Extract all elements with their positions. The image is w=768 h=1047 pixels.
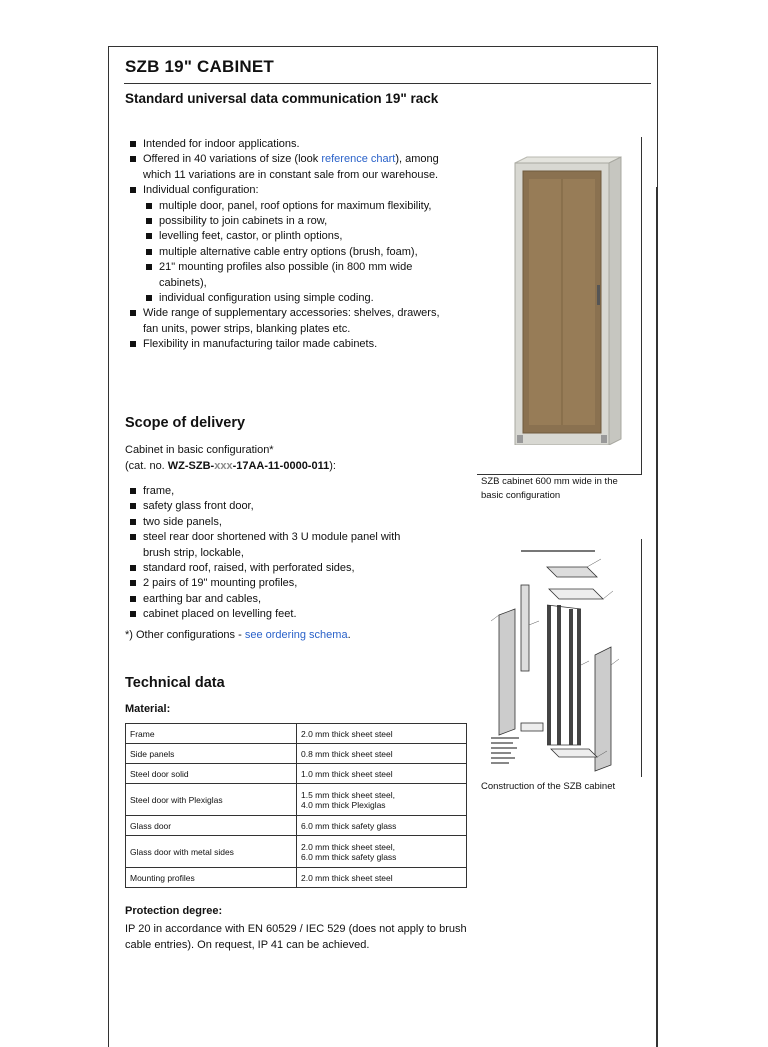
list-item: 2 pairs of 19" mounting profiles, — [125, 576, 425, 591]
list-item: Offered in 40 variations of size (look reference chart), among which 11 variations are in constant sale from our warehouse. — [125, 152, 455, 183]
table-cell: Frame — [126, 724, 297, 744]
delivery-list — [125, 484, 425, 623]
protection-text: IP 20 in accordance with EN 60529 / IEC 529 (does not apply to brush cable entries). On request, IP 41 can be achieved. — [125, 923, 467, 951]
table-row — [126, 724, 467, 744]
list-item: Flexibility in manufacturing tailor made cabinets. — [125, 337, 455, 352]
list-item: two side panels, — [125, 515, 425, 530]
figure-caption: SZB cabinet 600 mm wide in the basic configuration — [481, 476, 618, 501]
table-row — [126, 868, 467, 888]
configuration-note: *) Other configurations - see ordering schema. — [125, 629, 351, 641]
table-row — [126, 744, 467, 764]
technical-heading: Technical data — [125, 675, 225, 691]
feature-list — [125, 137, 455, 353]
figure-divider — [641, 137, 642, 475]
list-item: earthing bar and cables, — [125, 592, 425, 607]
table-cell: Glass door with metal sides — [126, 836, 297, 868]
material-table — [125, 723, 467, 888]
list-item: Wide range of supplementary accessories: shelves, drawers, fan units, power strips, blanking plates etc. — [125, 306, 455, 337]
construction-diagram — [485, 545, 635, 775]
figure-divider — [641, 539, 642, 777]
figure-caption: Construction of the SZB cabinet — [481, 781, 616, 792]
list-item: Individual configuration: — [125, 183, 455, 198]
table-cell: Steel door solid — [126, 764, 297, 784]
table-row — [126, 836, 467, 868]
cabinet-photo — [513, 155, 625, 445]
scope-intro: Cabinet in basic configuration* (cat. no. WZ-SZB-xxx-17AA-11-0000-011): — [125, 444, 336, 472]
list-item: cabinet placed on levelling feet. — [125, 607, 425, 622]
ordering-schema-link[interactable]: see ordering schema — [244, 629, 348, 641]
table-cell: 1.0 mm thick sheet steel — [297, 764, 467, 784]
table-cell: Side panels — [126, 744, 297, 764]
sub-list-item: possibility to join cabinets in a row, — [125, 214, 455, 229]
table-cell: 0.8 mm thick sheet steel — [297, 744, 467, 764]
page-title: SZB 19" CABINET — [125, 57, 274, 76]
sub-list-item: 21" mounting profiles also possible (in 800 mm wide cabinets), — [125, 260, 455, 291]
material-label: Material: — [125, 703, 171, 715]
table-cell: Glass door — [126, 816, 297, 836]
table-cell: 2.0 mm thick sheet steel — [297, 724, 467, 744]
table-cell: 6.0 mm thick safety glass — [297, 816, 467, 836]
table-cell: 1.5 mm thick sheet steel, 4.0 mm thick Plexiglas — [297, 784, 467, 816]
list-item: steel rear door shortened with 3 U module panel with brush strip, lockable, — [125, 530, 425, 561]
reference-chart-link[interactable]: reference chart — [321, 153, 396, 166]
protection-label: Protection degree: — [125, 905, 223, 917]
table-row — [126, 764, 467, 784]
list-item: standard roof, raised, with perforated sides, — [125, 561, 425, 576]
list-item: safety glass front door, — [125, 499, 425, 514]
scope-heading: Scope of delivery — [125, 415, 246, 431]
table-row — [126, 816, 467, 836]
catalog-number: WZ-SZB- — [167, 459, 215, 472]
table-cell: 2.0 mm thick sheet steel — [297, 868, 467, 888]
table-cell: 2.0 mm thick sheet steel, 6.0 mm thick safety glass — [297, 836, 467, 868]
document-page — [108, 46, 658, 1047]
sub-list-item: levelling feet, castor, or plinth options, — [125, 229, 455, 244]
sub-list-item: individual configuration using simple coding. — [125, 291, 455, 306]
list-item: Intended for indoor applications. — [125, 137, 455, 152]
table-row — [126, 784, 467, 816]
sub-list-item: multiple alternative cable entry options (brush, foam), — [125, 245, 455, 260]
page-right-edge — [656, 187, 657, 1047]
table-cell: Steel door with Plexiglas — [126, 784, 297, 816]
sub-list-item: multiple door, panel, roof options for maximum flexibility, — [125, 199, 455, 214]
page-subtitle: Standard universal data communication 19" rack — [125, 91, 439, 106]
list-item: frame, — [125, 484, 425, 499]
title-divider — [124, 83, 651, 84]
table-cell: Mounting profiles — [126, 868, 297, 888]
